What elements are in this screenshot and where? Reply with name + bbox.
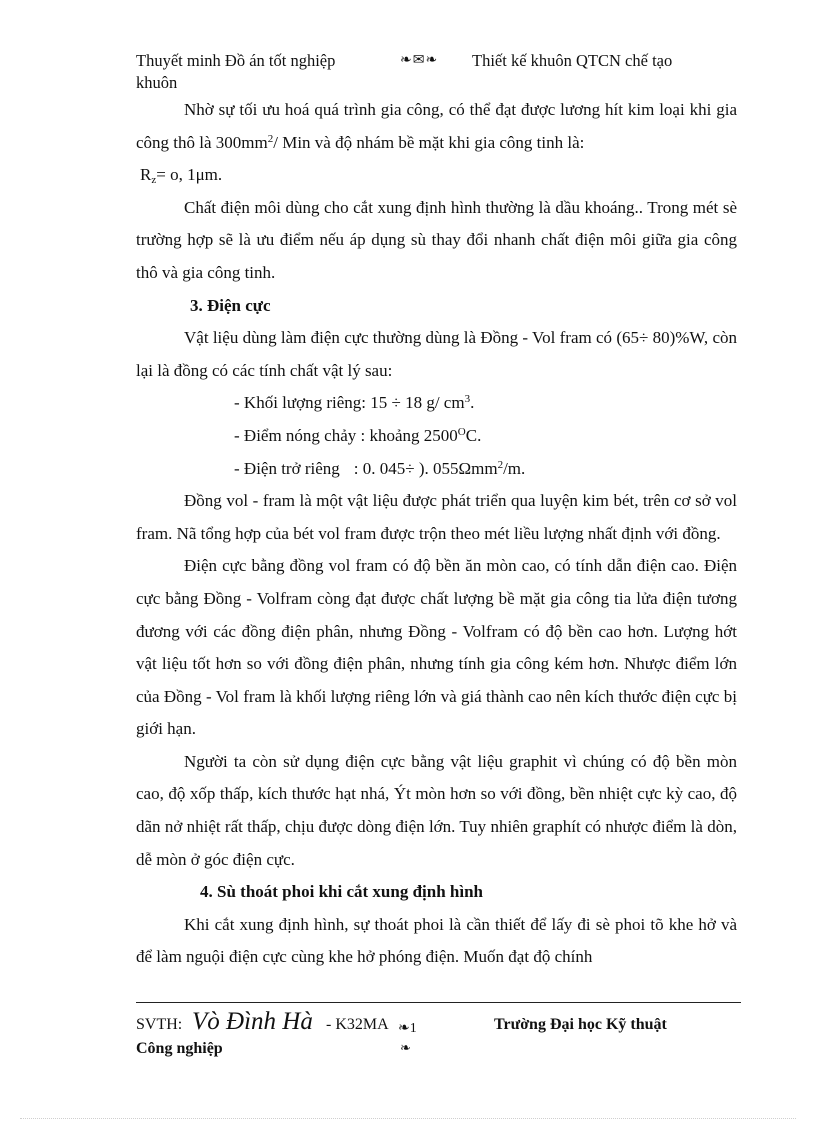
footer-student-name: Vò Đình Hà <box>192 1008 313 1035</box>
property-item-density: - Khối lượng riêng: 15 ÷ 18 g/ $cm^3$. <box>234 393 475 413</box>
property-item-resistivity: - Điện trở riêng : 0. 045÷ ). 055Ωmm$^2$/m. <box>234 458 526 478</box>
paragraph-3: Vật liệu dùng làm điện cực thường dùng là Đồng - Vol fram có (65÷ 80)%W, còn lại là đồng có các tính chất vật lý sau: <box>136 328 737 380</box>
paragraph-2: Chất điện môi dùng cho cắt xung định hình thường là dầu khoáng.. Trong mét sè trường hợp sẽ là ưu điểm nếu áp dụng sù thay đổi nhanh chất điện môi giữa gia công thô và gia công tinh. <box>136 197 737 282</box>
footer-divider <box>136 1002 741 1003</box>
body-text <box>136 94 737 974</box>
page-number: ❧1 <box>398 1021 417 1036</box>
property-item-melting-point: - Điểm nóng chảy : khoảng $2500^OC$. <box>234 425 482 445</box>
section-heading-4: 4. Sù thoát phoi khi cắt xung định hình <box>200 882 483 902</box>
footer-class: - K32MA <box>326 1016 389 1033</box>
ornament-icon: ❧ <box>400 1040 411 1055</box>
paragraph-6: Người ta còn sử dụng điện cực bằng vật liệu graphit vì chúng có độ bền mòn cao, độ xốp thấp, kích thước hạt nhá, Ýt mòn hơn so với đồng, bền nhiệt cực kỳ cao, độ dãn nở nhiệt rất thấp, chịu được dòng điện lớn. Tuy nhiên graphít có nhược điểm là dòn, dễ mòn ở góc điện cực. <box>136 751 737 869</box>
ornament-icon: ❧ <box>398 1021 410 1036</box>
header-right-title-cont: khuôn <box>136 73 178 92</box>
footer-university: Trường Đại học Kỹ thuật <box>494 1016 667 1033</box>
ornament-icon: ❧✉❧ <box>400 53 439 68</box>
page-bottom-border <box>20 1118 796 1119</box>
footer-svth-label: SVTH: <box>136 1016 183 1033</box>
paragraph-4: Đồng vol - fram là một vật liệu được phát triển qua luyện kim bét, trên cơ sở vol fram. Nã tổng hợp của bét vol fram được trộn theo mét liều lượng nhất định với đồng. <box>136 491 737 543</box>
page-footer <box>136 1008 741 1068</box>
roughness-line: $R_z= o$, 1μm. <box>140 165 223 187</box>
header-right-title: Thiết kế khuôn QTCN chế tạo <box>472 51 673 70</box>
paragraph-1: Nhờ sự tối ưu hoá quá trình gia công, có thể đạt được lương hít kim loại khi gia công thô là $300mm^2/$ Min và độ nhám bề mặt khi gia công tinh là: <box>136 100 737 152</box>
paragraph-7: Khi cắt xung định hình, sự thoát phoi là cần thiết để lấy đi sè phoi tõ khe hở và để làm nguội điện cực cùng khe hở phóng điện. Muốn đạt độ chính <box>136 914 737 967</box>
page-header <box>136 50 736 94</box>
paragraph-5: Điện cực bằng đồng vol fram có độ bền ăn mòn cao, có tính dẫn điện cao. Điện cực bằng Đồng - Volfram còng đạt được chất lượng bề mặt gia công tia lửa điện tương đương với các đồng điện phân, nhưng Đồng - Volfram có độ bền cao hơn. Lượng hớt vật liệu tốt hơn so với đồng điện phân, nhưng tính gia công kém hơn. Nhược điểm lớn của Đồng - Vol fram là khối lượng riêng lớn và giá thành cao nên kích thước điện cực bị giới hạn. <box>136 556 737 739</box>
footer-university-cont: Công nghiệp <box>136 1040 223 1057</box>
header-left-title: Thuyết minh Đồ án tốt nghiệp <box>136 51 336 70</box>
section-heading-3: 3. Điện cực <box>190 295 271 315</box>
